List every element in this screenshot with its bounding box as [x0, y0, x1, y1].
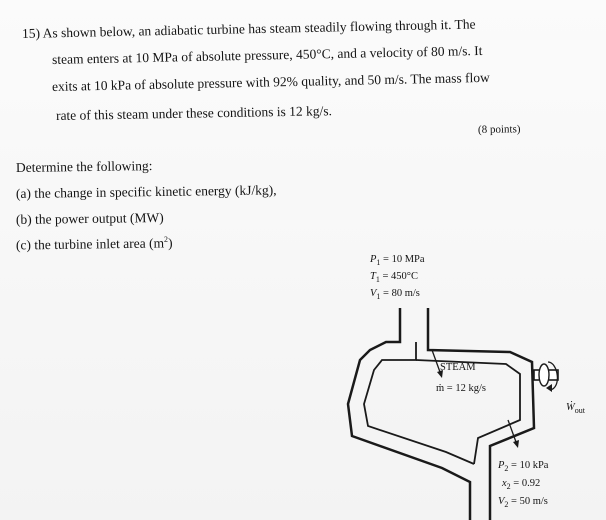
problem-number: 15) [21, 25, 41, 41]
task-b-text: (b) the power output (MW) [15, 209, 164, 227]
task-c-prefix: (c) the turbine inlet area (m [15, 235, 165, 253]
tasks-heading-text: Determine the following: [15, 158, 153, 175]
points-text: (8 points) [477, 123, 521, 136]
inlet-pressure: $P_1 = 10$ MPa [370, 254, 425, 268]
tasks-heading [16, 158, 153, 176]
task-c-sup: 2 [163, 234, 169, 244]
work-output-label: Ẇ$_{out}$ [566, 402, 585, 416]
problem-text-1: As shown below, an adiabatic turbine has steam steadily flowing through it. The [42, 16, 476, 41]
problem-line-1 [22, 17, 476, 42]
problem-text-3: exits at 10 kPa of absolute pressure with 92% quality, and 50 m/s. The mass flow [51, 69, 490, 94]
inlet-temperature: $T_1 = 450^\circ C$ [370, 271, 418, 285]
points-label [478, 123, 521, 136]
turbine-diagram [330, 250, 606, 520]
problem-text-4: rate of this steam under these conditions is 12 kg/s. [55, 103, 333, 123]
problem-line-3 [52, 70, 490, 95]
task-b [16, 210, 164, 228]
task-a [16, 182, 277, 202]
mass-flow-label: ṁ = 12 kg/s [436, 383, 486, 394]
problem-text-2: steam enters at 10 MPa of absolute pressure, 450°C, and a velocity of 80 m/s. It [51, 42, 483, 67]
inlet-velocity: $V_1 = 80$ m/s [370, 288, 420, 302]
outlet-pressure: $P_2 = 10$ kPa [498, 460, 549, 474]
task-c [16, 235, 173, 254]
task-a-text: (a) the change in specific kinetic energy (kJ/kg), [15, 182, 277, 201]
outlet-quality: $x_2 = 0.92$ [502, 478, 541, 492]
problem-line-2 [52, 43, 483, 68]
task-c-suffix: ) [167, 235, 173, 251]
steam-label: STEAM [440, 362, 476, 373]
outlet-velocity: $V_2 = 50$ m/s [498, 496, 548, 510]
problem-line-4 [56, 103, 332, 124]
